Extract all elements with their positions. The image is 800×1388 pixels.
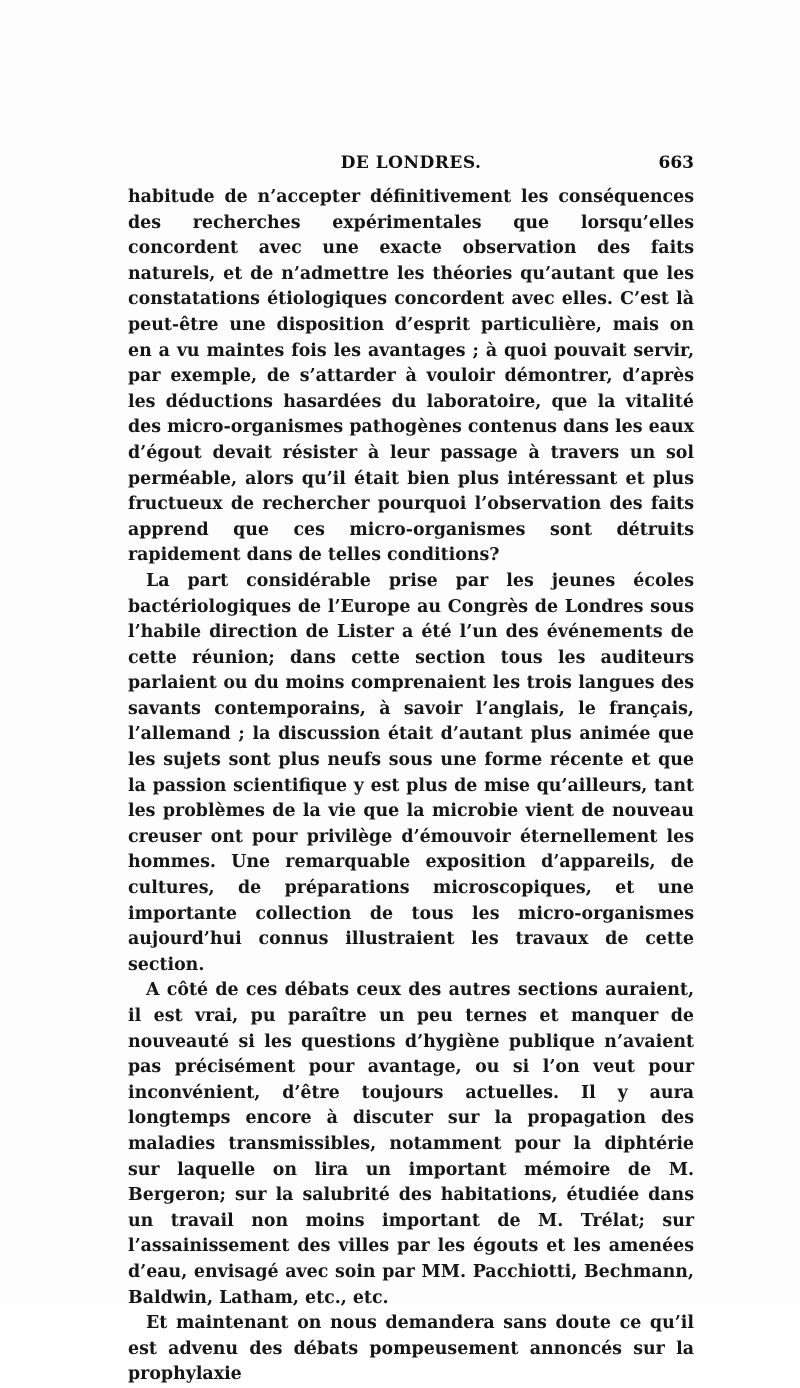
paragraph-continued: habitude de n’accepter définitivement les conséquences des recherches expérimentales que lorsqu’elles concordent avec une exacte observation des faits naturels, et de n’admettre les théories qu’autant que les constatations étiologiques concordent avec elles. C’est là peut-être une disposition d’esprit particulière, mais on en a vu maintes fois les avantages ; à quoi pouvait servir, par exemple, de s’attarder à vouloir démontrer, d’après les déductions hasardées du laboratoire, que la vitalité des micro-organismes pathogènes contenus dans les eaux d’égout devait résister à leur passage à travers un sol perméable, alors qu’il était bien plus intéressant et plus fructueux de rechercher pourquoi l’observation des faits apprend que ces micro-organismes sont détruits rapidement dans de telles conditions? — [128, 187, 694, 566]
paragraph-prophylaxis: Et maintenant on nous demandera sans doute ce qu’il est advenu des débats pompeusement annoncés sur la prophylaxie — [128, 1313, 694, 1385]
paragraph-other-sections: A côté de ces débats ceux des autres sections auraient, il est vrai, pu paraître un peu ternes et manquer de nouveauté si les questions d’hygiène publique n’avaient pas précisément pour avantage, ou si l’on veut pour inconvénient, d’être toujours actuelles. Il y aura longtemps encore à discuter sur la propagation des maladies transmissibles, notamment pour la diphtérie sur laquelle on lira un important mémoire de M. Bergeron; sur la salubrité des habitations, étudiée dans un travail non moins important de M. Trélat; sur l’assainissement des villes par les égouts et les amenées d’eau, envisagé avec soin par MM. Pacchiotti, Bechmann, Baldwin, Latham, etc., etc. — [128, 980, 694, 1308]
running-title: DE LONDRES. — [340, 153, 482, 173]
page-number: 663 — [658, 153, 694, 173]
paragraph-bacteriology-section: La part considérable prise par les jeunes écoles bactériologiques de l’Europe au Congrès de Londres sous l’habile direction de Lister a été l’un des événements de cette réunion; dans cette section tous les auditeurs parlaient ou du moins comprenaient les trois langues des savants contemporains, à savoir l’anglais, le français, l’allemand ; la discussion était d’autant plus animée que les sujets sont plus neufs sous une forme récente et que la passion scientifique y est plus de mise qu’ailleurs, tant les problèmes de la vie que la microbie vient de nouveau creuser ont pour privilège d’émouvoir éternellement les hommes. Une remarquable exposition d’appareils, de cultures, de préparations microscopiques, et une importante collection de tous les micro-organismes aujourd’hui connus illustraient les travaux de cette section. — [128, 570, 694, 975]
body-text — [128, 185, 694, 1388]
page-header — [128, 153, 694, 179]
